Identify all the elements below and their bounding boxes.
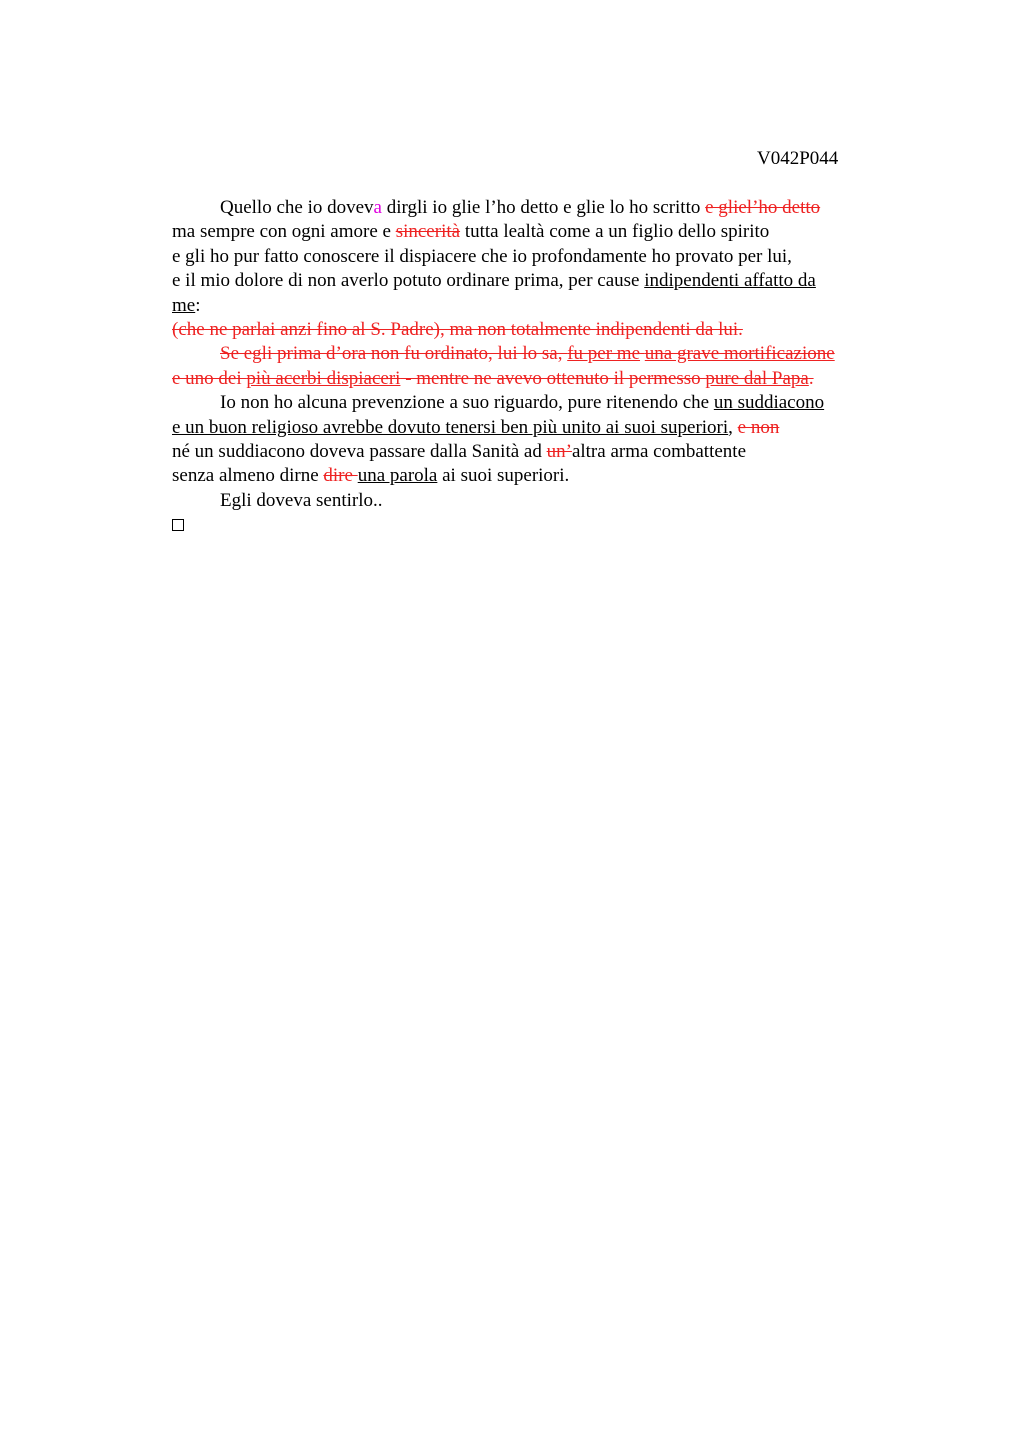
text-segment: ma sempre con ogni amore e bbox=[172, 221, 396, 243]
text-line bbox=[172, 489, 892, 513]
empty-checkbox-icon bbox=[172, 519, 184, 531]
text-line bbox=[172, 342, 892, 366]
document-body bbox=[172, 196, 892, 537]
deleted-text: fu per me bbox=[567, 343, 641, 365]
text-segment: altra arma combattente bbox=[571, 440, 747, 462]
underlined-text: una parola bbox=[357, 465, 438, 487]
underlined-text: me bbox=[172, 294, 196, 316]
text-segment: e gli ho pur fatto conoscere il dispiacere che io profondamente ho provato per lui, bbox=[172, 245, 792, 267]
text-line bbox=[172, 391, 892, 415]
underlined-text: indipendenti affatto da bbox=[644, 270, 816, 292]
deleted-text: e gliel’ho detto bbox=[705, 197, 821, 218]
deleted-text: più acerbi dispiaceri bbox=[246, 367, 401, 389]
text-line bbox=[172, 416, 892, 440]
deleted-text: e non bbox=[737, 416, 780, 438]
text-segment: Quello che io dovev bbox=[220, 197, 374, 218]
text-segment: senza almeno dirne bbox=[172, 465, 324, 487]
deleted-text: pure dal Papa bbox=[705, 367, 809, 389]
deleted-text: un’ bbox=[546, 440, 572, 462]
text-line bbox=[172, 464, 892, 488]
deleted-text: . bbox=[808, 367, 814, 389]
deleted-text: una grave mortificazione bbox=[644, 343, 835, 365]
text-segment: tutta lealtà come a un figlio dello spirito bbox=[460, 221, 770, 243]
deleted-text: Se egli prima d’ora non fu ordinato, lui lo sa, bbox=[220, 343, 568, 365]
deleted-text: e uno dei bbox=[172, 367, 247, 389]
text-line bbox=[172, 245, 892, 269]
text-line bbox=[172, 367, 892, 391]
highlighted-text: a bbox=[373, 197, 382, 218]
text-line bbox=[172, 269, 892, 293]
text-segment: dirgli io glie l’ho detto e glie lo ho scritto bbox=[381, 197, 706, 218]
text-segment: Io non ho alcuna prevenzione a suo riguardo, pure ritenendo che bbox=[220, 392, 714, 414]
text-segment: , bbox=[728, 416, 738, 438]
deleted-text: - mentre ne avevo ottenuto il permesso bbox=[400, 367, 706, 389]
deleted-text: dire bbox=[323, 465, 358, 487]
text-line bbox=[172, 318, 892, 342]
text-segment: Egli doveva sentirlo.. bbox=[220, 489, 383, 511]
text-line bbox=[172, 440, 892, 464]
text-line bbox=[172, 220, 892, 244]
text-segment: né un suddiacono doveva passare dalla Sanità ad bbox=[172, 440, 547, 462]
text-segment: e il mio dolore di non averlo potuto ordinare prima, per cause bbox=[172, 270, 645, 292]
deleted-text: sincerità bbox=[395, 221, 461, 243]
text-line bbox=[172, 196, 892, 220]
text-segment: ai suoi superiori. bbox=[437, 465, 570, 487]
checkbox-line bbox=[172, 513, 892, 537]
deleted-text: (che ne parlai anzi fino al S. Padre), ma non totalmente indipendenti da lui. bbox=[172, 318, 743, 340]
underlined-text: e un buon religioso avrebbe dovuto tenersi ben più unito ai suoi superiori bbox=[172, 416, 729, 438]
text-line bbox=[172, 294, 892, 318]
underlined-text: un suddiacono bbox=[713, 392, 825, 414]
text-segment: : bbox=[195, 294, 201, 316]
page-id: V042P044 bbox=[757, 148, 839, 169]
